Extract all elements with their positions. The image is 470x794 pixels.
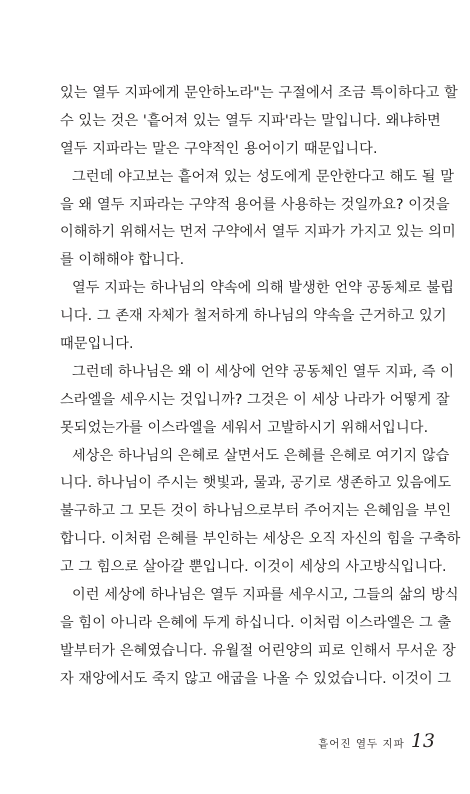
text-line: 고 그 힘으로 살아갈 뿐입니다. 이것이 세상의 사고방식입니다.: [60, 559, 447, 576]
text-line: 그런데 하나님은 왜 이 세상에 언약 공동체인 열두 지파, 즉 이: [72, 363, 455, 380]
text-line: 니다. 그 존재 자체가 철저하게 하나님의 약속을 근거하고 있기: [60, 308, 447, 325]
running-title: 흩어진 열두 지파: [318, 738, 405, 750]
text-line: 를 이해해야 합니다.: [60, 252, 185, 269]
text-line: 합니다. 이처럼 은혜를 부인하는 세상은 오직 자신의 힘을 구축하: [60, 531, 461, 548]
text-line: 불구하고 그 모든 것이 하나님으로부터 주어지는 은혜임을 부인: [60, 503, 452, 520]
text-line: 이해하기 위해서는 먼저 구약에서 열두 지파가 가지고 있는 의미: [60, 224, 456, 241]
text-line: 니다. 하나님이 주시는 햇빛과, 물과, 공기로 생존하고 있음에도: [60, 475, 452, 492]
page-footer: [260, 730, 435, 760]
text-line: 수 있는 것은 '흩어져 있는 열두 지파'라는 말입니다. 왜냐하면: [60, 112, 441, 129]
text-line: 있는 열두 지파에게 문안하노라"는 구절에서 조금 특이하다고 할: [60, 85, 458, 101]
text-line: 열두 지파는 하나님의 약속에 의해 발생한 언약 공동체로 불립: [72, 280, 455, 297]
text-line: 을 힘이 아니라 은혜에 두게 하십니다. 이처럼 이스라엘은 그 출: [60, 614, 452, 631]
text-line: 이런 세상에 하나님은 열두 지파를 세우시고, 그들의 삶의 방식: [72, 587, 459, 604]
text-line: 스라엘을 세우시는 것입니까? 그것은 이 세상 나라가 어떻게 잘: [60, 391, 450, 408]
text-line: 세상은 하나님의 은혜로 살면서도 은혜를 은혜로 여기지 않습: [72, 447, 450, 464]
page-number: 13: [410, 730, 435, 752]
text-line: 열두 지파라는 말은 구약적인 용어이기 때문입니다.: [60, 140, 378, 157]
body-text: [60, 80, 461, 694]
text-line: 발부터가 은혜였습니다. 유월절 어린양의 피로 인해서 무서운 장: [60, 642, 456, 659]
text-line: 을 왜 열두 지파라는 구약적 용어를 사용하는 것일까요? 이것을: [60, 196, 450, 213]
text-line: 때문입니다.: [60, 336, 134, 353]
text-line: 자 재앙에서도 죽지 않고 애굽을 나올 수 있었습니다. 이것이 그: [60, 670, 452, 687]
text-line: 못되었는가를 이스라엘을 세워서 고발하시기 위해서입니다.: [60, 419, 429, 436]
text-line: 그런데 야고보는 흩어져 있는 성도에게 문안한다고 해도 될 말: [72, 168, 455, 185]
